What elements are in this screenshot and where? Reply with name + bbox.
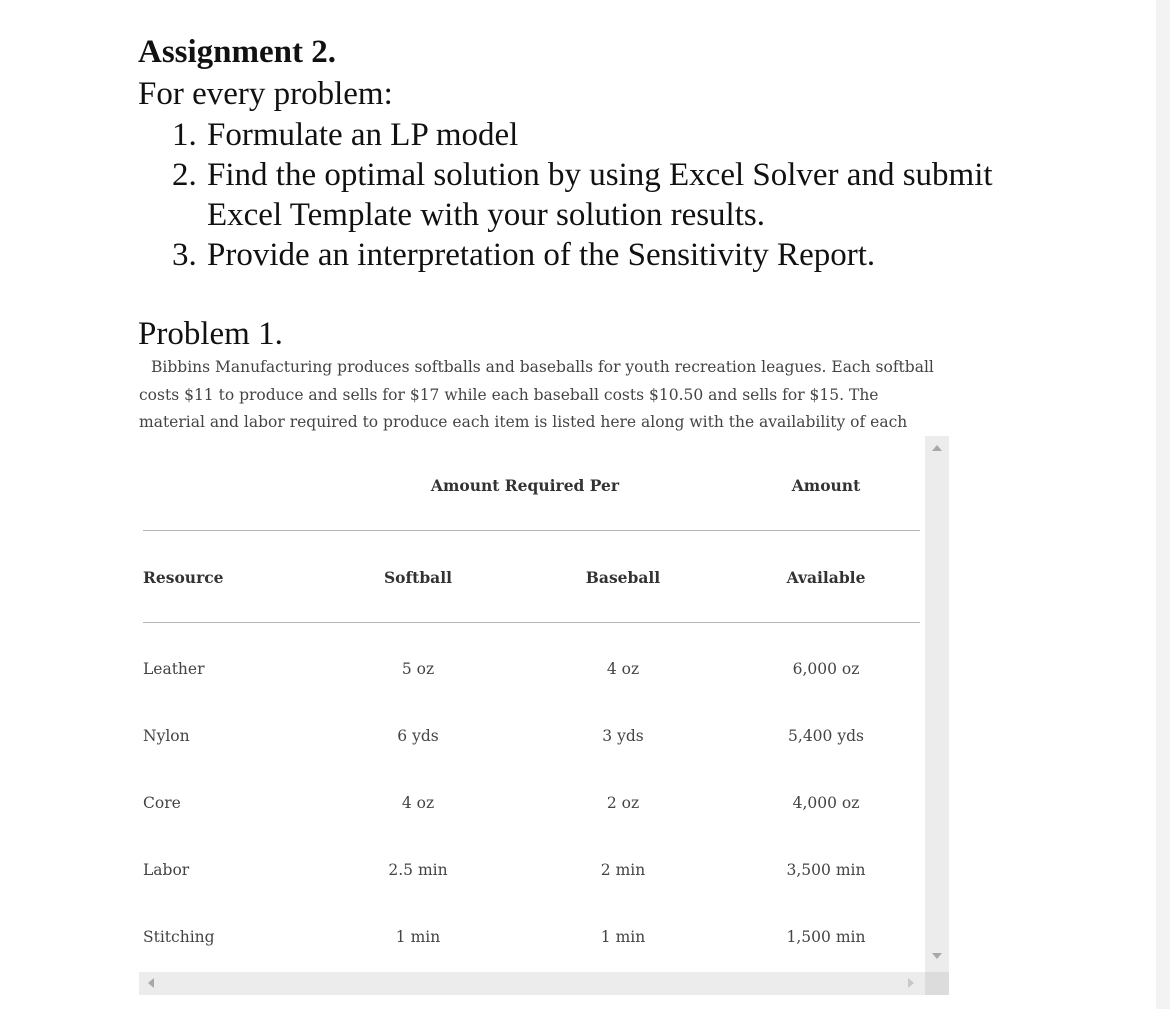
step-number: 1. xyxy=(172,117,197,153)
cell-resource: Core xyxy=(143,794,181,812)
assignment-title: Assignment 2. xyxy=(138,34,337,70)
cell-available: 4,000 oz xyxy=(792,794,860,812)
step-text: Provide an interpretation of the Sensitivity Report. xyxy=(207,237,876,273)
step-text: Formulate an LP model xyxy=(207,117,519,153)
cell-resource: Stitching xyxy=(143,928,215,946)
column-header-available: Available xyxy=(786,568,866,587)
step-item xyxy=(172,115,1052,155)
cell-baseball: 1 min xyxy=(600,928,646,946)
cell-softball: 6 yds xyxy=(397,727,439,745)
cell-baseball: 2 min xyxy=(600,861,646,879)
problem-description: Bibbins Manufacturing produces softballs and baseballs for youth recreation leagues. Each softball costs $11 to produce and sells for $17 while each baseball costs $10.50 and sells for $15. The material and labor required to produce each item is listed here along with the availability of each xyxy=(139,358,934,431)
step-text: Find the optimal solution by using Excel Solver and submit Excel Template with your solution results. xyxy=(207,157,993,233)
scroll-up-arrow-icon[interactable] xyxy=(932,445,942,451)
column-header-softball: Softball xyxy=(383,568,453,587)
assignment-steps xyxy=(172,115,1052,275)
cell-baseball: 2 oz xyxy=(606,794,640,812)
group-header-amount: Amount xyxy=(791,476,861,495)
horizontal-scrollbar[interactable] xyxy=(139,972,925,995)
assignment-intro: For every problem: xyxy=(138,76,393,112)
scrollbar-corner xyxy=(925,972,949,995)
cell-baseball: 3 yds xyxy=(602,727,644,745)
step-number: 3. xyxy=(172,237,197,273)
cell-available: 3,500 min xyxy=(786,861,866,879)
vertical-scrollbar[interactable] xyxy=(925,436,949,972)
cell-softball: 1 min xyxy=(395,928,441,946)
group-header-amount-required-per: Amount Required Per xyxy=(430,476,620,495)
cell-available: 6,000 oz xyxy=(792,660,860,678)
scroll-down-arrow-icon[interactable] xyxy=(932,953,942,959)
cell-softball: 4 oz xyxy=(401,794,435,812)
cell-baseball: 4 oz xyxy=(606,660,640,678)
problem-title: Problem 1. xyxy=(138,316,283,352)
step-number: 2. xyxy=(172,157,197,193)
cell-resource: Labor xyxy=(143,861,190,879)
cell-softball: 2.5 min xyxy=(388,861,448,879)
cell-resource: Leather xyxy=(143,660,205,678)
step-item xyxy=(172,155,1052,235)
step-item xyxy=(172,235,1052,275)
header-divider xyxy=(143,622,920,623)
cell-available: 5,400 yds xyxy=(788,727,864,745)
scroll-right-arrow-icon[interactable] xyxy=(908,978,914,988)
cell-resource: Nylon xyxy=(143,727,190,745)
resource-table xyxy=(139,436,949,995)
column-header-resource: Resource xyxy=(143,568,224,587)
cell-softball: 5 oz xyxy=(401,660,435,678)
cell-available: 1,500 min xyxy=(786,928,866,946)
header-divider xyxy=(143,530,920,531)
page-edge-strip xyxy=(1156,0,1170,1009)
column-header-baseball: Baseball xyxy=(585,568,661,587)
scroll-left-arrow-icon[interactable] xyxy=(148,978,154,988)
